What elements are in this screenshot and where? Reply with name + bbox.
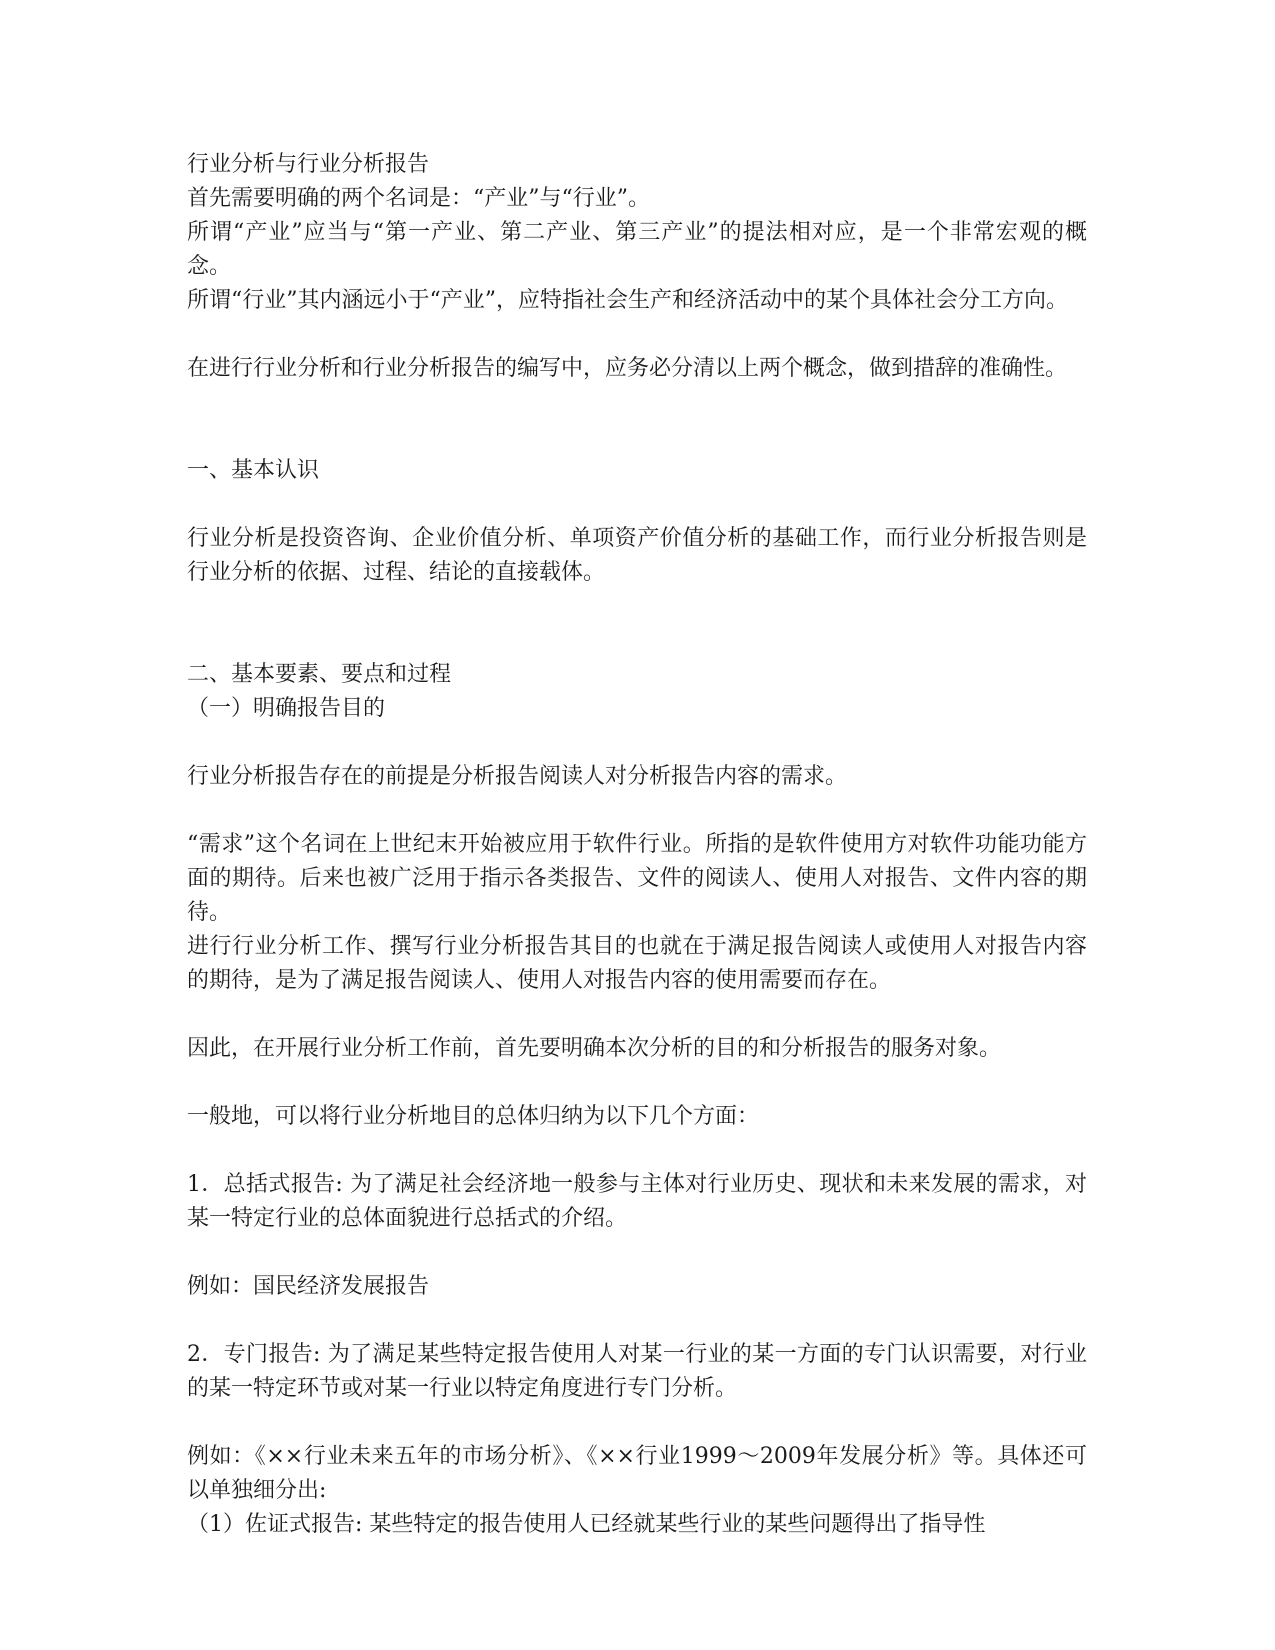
example-line: 例如：《××行业未来五年的市场分析》、《××行业1999～2009年发展分析》等。具体还可以单独细分出: <box>187 1444 1087 1503</box>
document-body <box>187 148 1087 1542</box>
paragraph: 因此，在开展行业分析工作前，首先要明确本次分析的目的和分析报告的服务对象。 <box>187 1036 1002 1061</box>
paragraph: 行业分析是投资咨询、企业价值分析、单项资产价值分析的基础工作，而行业分析报告则是行业分析的依据、过程、结论的直接载体。 <box>187 526 1087 585</box>
paragraph: 在进行行业分析和行业分析报告的编写中，应务必分清以上两个概念，做到措辞的准确性。 <box>187 356 1068 381</box>
list-item: 2．专门报告: 为了满足某些特定报告使用人对某一行业的某一方面的专门认识需要，对行业的某一特定环节或对某一行业以特定角度进行专门分析。 <box>187 1342 1087 1401</box>
example-line: 例如：国民经济发展报告 <box>187 1274 430 1299</box>
paragraph: 所谓“产业”应当与“第一产业、第二产业、第三产业”的提法相对应，是一个非常宏观的概念。 <box>187 220 1087 279</box>
section-heading: 一、基本认识 <box>187 458 320 483</box>
subsection-heading: （一）明确报告目的 <box>187 696 386 721</box>
paragraph: 首先需要明确的两个名词是：“产业”与“行业”。 <box>187 186 650 211</box>
paragraph: 进行行业分析工作、撰写行业分析报告其目的也就在于满足报告阅读人或使用人对报告内容的期待，是为了满足报告阅读人、使用人对报告内容的使用需要而存在。 <box>187 934 1087 993</box>
section-heading: 二、基本要素、要点和过程 <box>187 662 452 687</box>
paragraph: 行业分析报告存在的前提是分析报告阅读人对分析报告内容的需求。 <box>187 764 848 789</box>
paragraph: 一般地，可以将行业分析地目的总体归纳为以下几个方面： <box>187 1104 760 1129</box>
sub-list-item: （1）佐证式报告: 某些特定的报告使用人已经就某些行业的某些问题得出了指导性 <box>187 1512 986 1537</box>
list-item: 1．总括式报告: 为了满足社会经济地一般参与主体对行业历史、现状和未来发展的需求，对某一特定行业的总体面貌进行总括式的介绍。 <box>187 1172 1087 1231</box>
paragraph: “需求”这个名词在上世纪末开始被应用于软件行业。所指的是软件使用方对软件功能功能方面的期待。后来也被广泛用于指示各类报告、文件的阅读人、使用人对报告、文件内容的期待。 <box>187 832 1087 925</box>
document-title: 行业分析与行业分析报告 <box>187 152 430 177</box>
paragraph: 所谓“行业”其内涵远小于“产业”，应特指社会生产和经济活动中的某个具体社会分工方向。 <box>187 288 1068 313</box>
